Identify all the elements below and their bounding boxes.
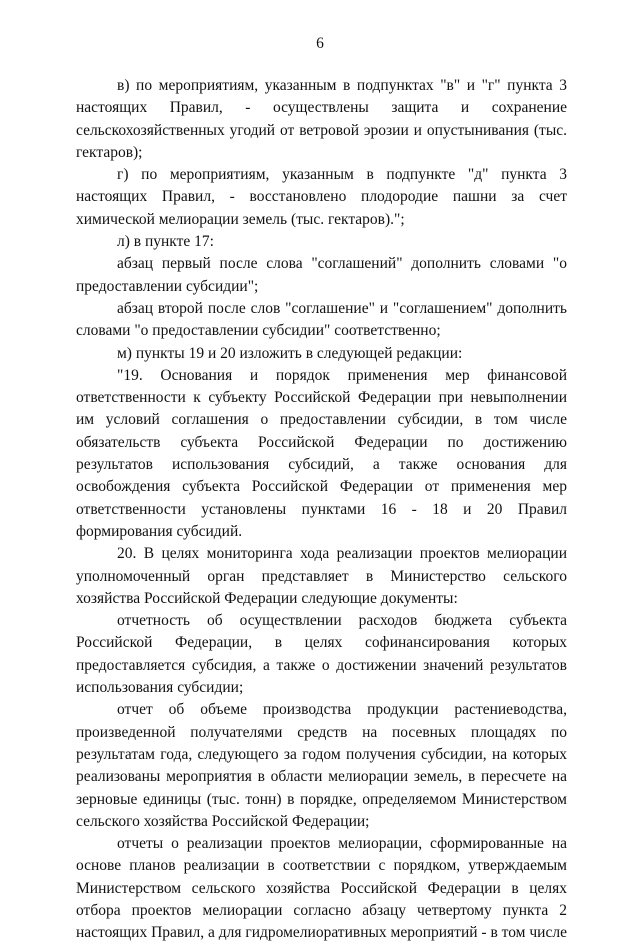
paragraph-point-19: "19. Основания и порядок применения мер финансовой ответственности к субъекту Российской Федерации при невыполнении им условий соглашения о предоставлении субсидии, в том числе обязательств субъекта Российской Федерации по достижению результатов использования субсидий, а также основания для освобождения субъекта Российской Федерации от применения мер ответственности установлены пунктами 16 - 18 и 20 Правил формирования субсидий.	[76, 366, 567, 540]
paragraph-second-abzac: абзац второй после слов "соглашение" и "соглашением" дополнить словами "о предоставлении субсидии" соответственно;	[76, 299, 567, 340]
paragraph-first-abzac: абзац первый после слова "соглашений" дополнить словами "о предоставлении субсидии";	[76, 255, 567, 295]
document-body	[76, 75, 567, 945]
paragraph-crop-production-report: отчет об объеме производства продукции растениеводства, произведенной получателями средств на посевных площадях по результатам года, следующего за годом получения субсидии, на которых реализованы мероприятия в области мелиорации земель, в пересчете на зерновые единицы (тыс. тонн) в порядке, определяемом Министерством сельского хозяйства Российской Федерации;	[76, 701, 567, 830]
paragraph-g-soil-fertility: г) по мероприятиям, указанным в подпункте "д" пункта 3 настоящих Правил, - восстановлено плодородие пашни за счет химической мелиорации земель (тыс. гектаров).";	[76, 166, 567, 228]
paragraph-melioration-project-reports: отчеты о реализации проектов мелиорации, сформированные на основе планов реализации в соответствии с порядком, утверждаемым Министерством сельского хозяйства Российской Федерации в целях отбора проектов мелиорации согласно абзацу четвертому пункта 2 настоящих Правил, а для гидромелиоративных мероприятий - в том числе	[76, 835, 567, 942]
paragraph-l-point-17: л) в пункте 17:	[117, 233, 214, 251]
paragraph-point-20: 20. В целях мониторинга хода реализации проектов мелиорации уполномоченный орган представляет в Министерство сельского хозяйства Российской Федерации следующие документы:	[76, 545, 567, 607]
paragraph-v-wind-erosion: в) по мероприятиям, указанным в подпунктах "в" и "г" пункта 3 настоящих Правил, - осуществлены защита и сохранение сельскохозяйственных угодий от ветровой эрозии и опустынивания (тыс. гектаров);	[76, 77, 567, 161]
paragraph-expense-reporting: отчетность об осуществлении расходов бюджета субъекта Российской Федерации, в целях софинансирования которых предоставляется субсидия, а также о достижении значений результатов использования субсидии;	[76, 612, 567, 697]
page-number: 6	[316, 35, 324, 52]
paragraph-m-points-19-20: м) пункты 19 и 20 изложить в следующей редакции:	[117, 344, 463, 362]
